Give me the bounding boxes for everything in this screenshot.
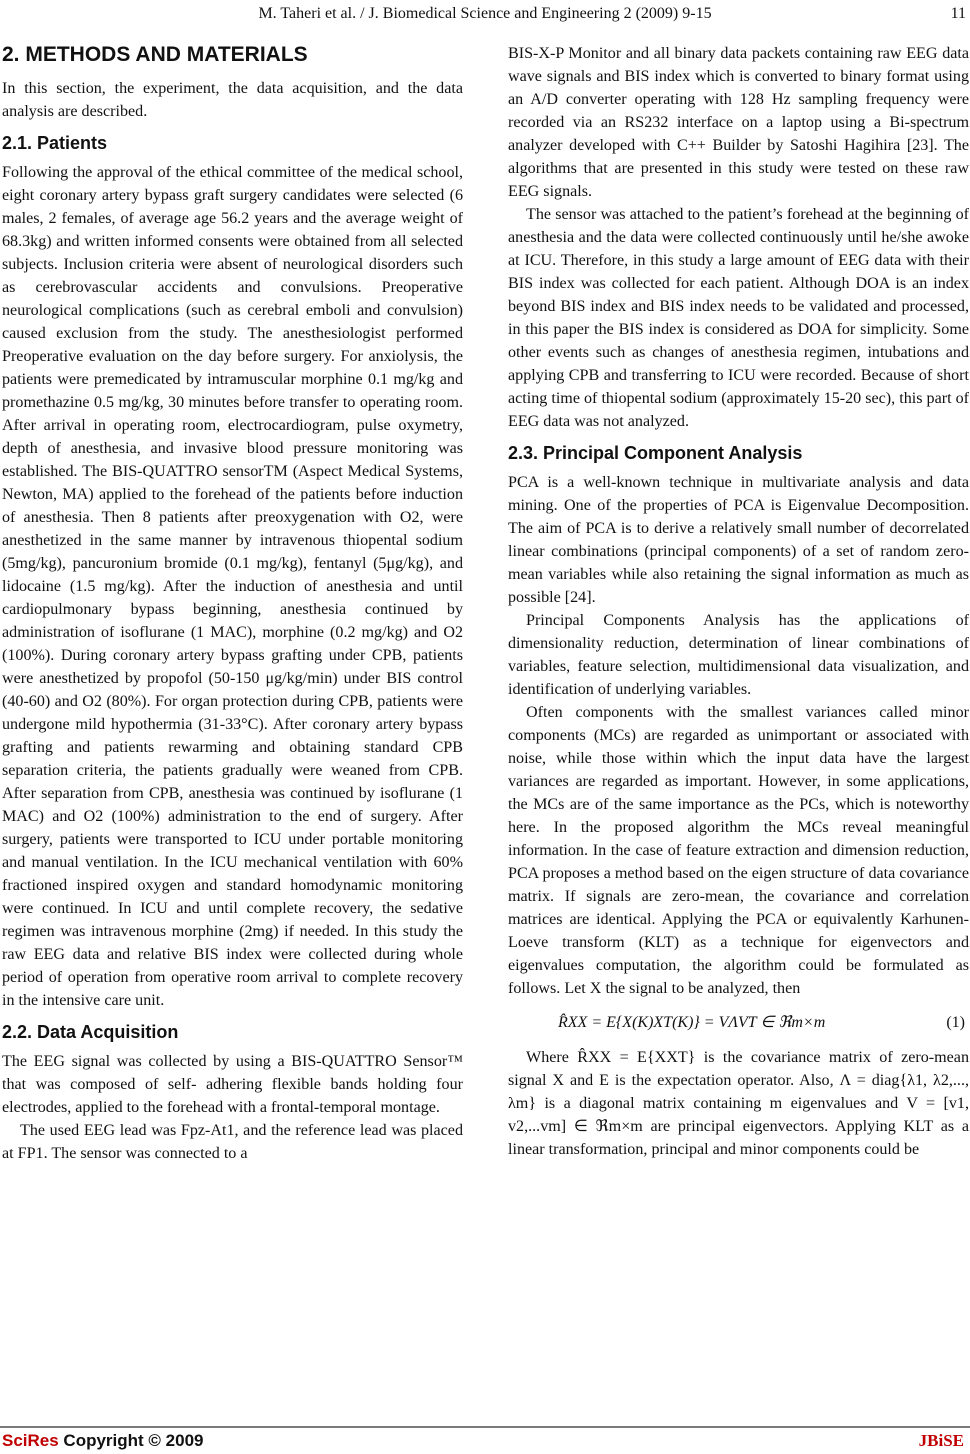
right-column — [508, 42, 969, 1161]
where-paragraph: Where R̂XX = E{XXT} is the covariance matrix of zero-mean signal X and E is the expectation operator. Also, Λ = diag{λ1, λ2,..., λm} is a diagonal matrix containing m eigenvalues and V = [v1, v2,...vm] ∈ ℜm×m are principal eigenvectors. Applying KLT as a linear transformation, principal and minor components could be — [508, 1049, 969, 1158]
equation-1 — [508, 1008, 969, 1038]
patients-paragraph: Following the approval of the ethical committee of the medical school, eight coronary artery bypass graft surgery candidates were selected (6 males, 2 females, of average age 56.2 years and the average weight of 68.3kg) and written informed consents were obtained from all selected subjects. Inclusion criteria were absent of neurological disorders such as cerebrovascular accidents and convulsions. Preoperative neurological complications (such as cerebral emboli and convulsion) caused exclusion from the study. The anesthesiologist performed Preoperative evaluation on the day before surgery. For anxiolysis, the patients were premedicated by intramuscular morphine 0.1 mg/kg and promethazine 0.5 mg/kg, 30 minutes before transfer to operating room. After arrival in operating room, electrocardiogram, pulse oxymetry, depth of anesthesia, and invasive blood pressure monitoring was established. The BIS-QUATTRO sensorTM (Aspect Medical Systems, Newton, MA) applied to the forehead of the patients before induction of anesthesia. Then 8 patients after preoxygenation with O2, were anesthetized in the same manner by intravenous thiopental sodium (5mg/kg), pancuronium bromide (0.1 mg/kg), fentanyl (5μg/kg), and lidocaine (1.5 mg/kg). After the induction of anesthesia and until cardiopulmonary bypass beginning, anesthesia continued by administration of isoflurane (1 MAC), morphine (0.2 mg/kg) and O2 (100%). During coronary artery bypass grafting under CPB, patients were anesthetized by propofol (50-150 μg/kg/min) under BIS control (40-60) and O2 (80%). For organ protection during CPB, patients were undergone mild hypothermia (31-33°C). After coronary artery bypass grafting and patients rewarming and obtaining standard CPB separation criteria, the patients gradually were weaned from CPB. After separation from CPB, anesthesia was continued by isoflurane (1 MAC) and O2 (100%) administration to the end of surgery. After surgery, patients were transported to ICU under portable monitoring and manual ventilation. In the ICU mechanical ventilation with 60% fractioned inspired oxygen and standard homodynamic monitoring were continued. In ICU and until complete recovery, the sedative regimen was intravenous morphine (2mg) if needed. In this study the raw EEG data and relative BIS index were collected during whole period of operation from operative room arrival to complete recovery in the intensive care unit. — [2, 164, 463, 1009]
acquisition-paragraph-2: The used EEG lead was Fpz-At1, and the reference lead was placed at FP1. The sensor was connected to a — [2, 1122, 463, 1162]
left-column — [2, 42, 463, 1165]
running-title: M. Taheri et al. / J. Biomedical Science and Engineering 2 (2009) 9-15 — [258, 5, 712, 22]
page-number: 11 — [950, 5, 966, 22]
equation-1-body: R̂XX = E{X(K)XT(K)} = VΛVT ∈ ℜm×m — [558, 1014, 826, 1031]
subsection-data-acquisition-title: 2.2. Data Acquisition — [2, 1022, 179, 1042]
journal-abbreviation: JBiSE — [918, 1431, 964, 1450]
subsection-pca-title: 2.3. Principal Component Analysis — [508, 443, 803, 463]
sensor-paragraph: The sensor was attached to the patient’s forehead at the beginning of anesthesia and the data were collected continuously until he/she awoke at ICU. Therefore, in this study a large amount of EEG data with their BIS index was collected for each patient. Although DOA is an index beyond BIS index and BIS index needs to be validated and processed, in this paper the BIS index is considered as DOA for simplicity. Some other events such as changes of anesthesia regimen, intubations and applying CPB and transferring to ICU were recorded. Because of short acting time of thiopental sodium (approximately 15-20 sec), this part of EEG data was not analyzed. — [508, 206, 969, 430]
pca-paragraph-3: Often components with the smallest variances called minor components (MCs) are regarded as unimportant or associated with noise, while those within which the input data have the largest variances are regarded as important. However, in some applications, the MCs are of the same importance as the PCs, which is noteworthy here. In the proposed algorithm the MCs reveal meaningful information. In the case of feature extraction and dimension reduction, PCA proposes a method based on the eigen structure of data covariance matrix. If signals are zero-mean, the covariance and correlation matrices are identical. Applying the PCA or equivalently Karhunen-Loeve transform (KLT) as a technique for eigenvectors and eigenvalues computation, the algorithm could be formulated as follows. Let X the signal to be analyzed, then — [508, 704, 969, 997]
copyright-text: Copyright © 2009 — [58, 1431, 204, 1450]
pca-paragraph-1: PCA is a well-known technique in multivariate analysis and data mining. One of the properties of PCA is Eigenvalue Decomposition. The aim of PCA is to derive a relatively small number of decorrelated linear combinations (principal components) of a set of random zero-mean variables while also retaining the signal information as much as possible [24]. — [508, 474, 969, 606]
pca-paragraph-2: Principal Components Analysis has the applications of dimensionality reduction, determination of linear combinations of variables, feature selection, multidimensional data visualization, and identification of underlying variables. — [508, 612, 969, 698]
section-title: 2. METHODS AND MATERIALS — [2, 43, 308, 66]
footer-rule — [0, 1426, 970, 1428]
publisher-logo: SciRes — [2, 1431, 59, 1450]
acquisition-paragraph-continued: BIS-X-P Monitor and all binary data packets containing raw EEG data wave signals and BIS index which is converted to binary format using an A/D converter operating with 128 Hz sampling frequency were recorded via an RS232 interface on a laptop using a Bi-spectrum analyzer developed with C++ Builder by Satoshi Hagihira [23]. The algorithms that are presented in this study were tested on these raw EEG signals. — [508, 45, 969, 200]
acquisition-paragraph-1: The EEG signal was collected by using a BIS-QUATTRO Sensor™ that was composed of self- adhering flexible bands holding four electrodes, applied to the forehead with a frontal-temporal montage. — [2, 1053, 463, 1116]
running-header — [0, 4, 970, 24]
intro-paragraph: In this section, the experiment, the data acquisition, and the data analysis are described. — [2, 80, 463, 120]
page-footer — [2, 1430, 966, 1452]
equation-1-number: (1) — [946, 1014, 965, 1031]
subsection-patients-title: 2.1. Patients — [2, 133, 108, 153]
